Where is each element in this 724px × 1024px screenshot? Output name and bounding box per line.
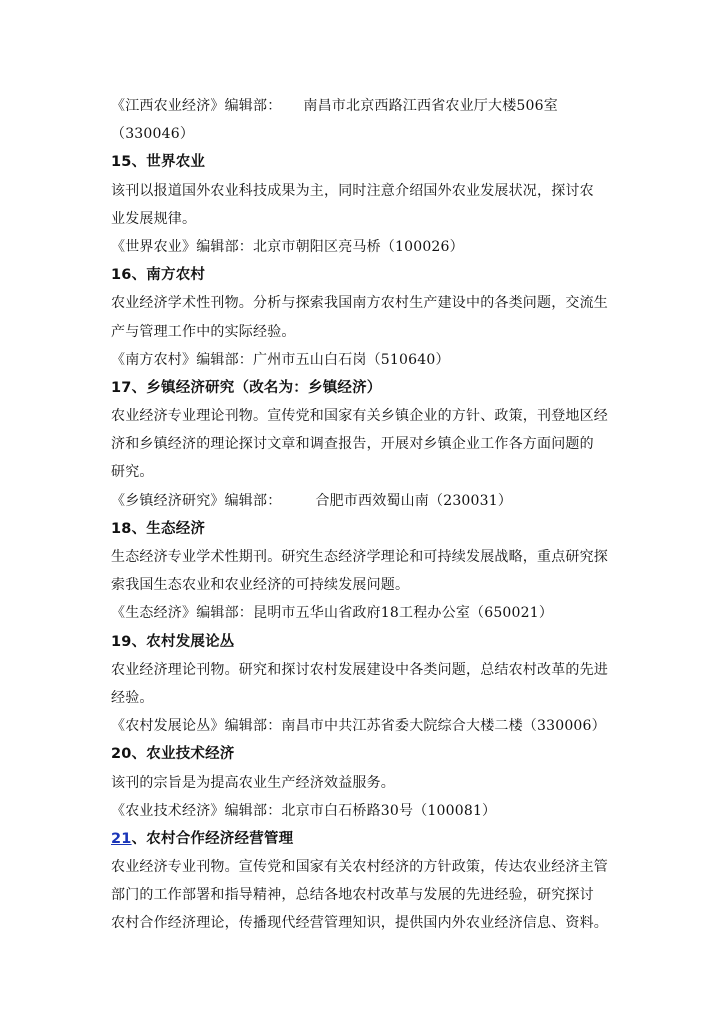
entry-separator: 、 — [131, 633, 147, 650]
entry-address: 《农业技术经济》编辑部：北京市白石桥路30号（100081） — [111, 802, 497, 819]
entry-number: 20 — [111, 746, 132, 763]
entry-address: 《世界农业》编辑部：北京市朝阳区亮马桥（100026） — [111, 238, 464, 255]
entry-separator: 、 — [131, 830, 147, 847]
entry-desc-line: 经验。 — [111, 689, 154, 706]
address-value: 合肥市西效蜀山南（230031） — [315, 492, 513, 509]
entry-desc-line: 研究。 — [111, 464, 154, 481]
entry-title: 乡镇经济研究（改名为：乡镇经济） — [146, 379, 382, 396]
entry-title: 农业技术经济 — [146, 746, 235, 763]
entry-desc-line: 农业经济专业刊物。宣传党和国家有关农村经济的方针政策，传达农业经济主管 — [111, 859, 608, 876]
address-line-14-cont: （330046） — [111, 126, 195, 143]
entry-number: 18 — [111, 520, 132, 537]
entry-title: 农村发展论丛 — [146, 633, 235, 650]
entry-number: 15 — [111, 154, 132, 171]
entry-separator: 、 — [131, 154, 147, 171]
entry-title: 生态经济 — [146, 520, 206, 537]
entry-number: 17 — [111, 379, 132, 396]
entry-desc-line: 产与管理工作中的实际经验。 — [111, 323, 296, 340]
address-prefix: 《江西农业经济》编辑部： — [111, 98, 282, 114]
entry-title: 南方农村 — [146, 267, 206, 284]
document-content — [111, 92, 623, 938]
entry-separator: 、 — [131, 267, 147, 284]
entry-desc-line: 生态经济专业学术性期刊。研究生态经济学理论和可持续发展战略，重点研究探 — [111, 549, 608, 565]
entry-title: 世界农业 — [146, 154, 206, 171]
entry-separator: 、 — [131, 520, 147, 537]
entry-desc-line: 农业经济学术性刊物。分析与探索我国南方农村生产建设中的各类问题，交流生 — [111, 295, 608, 312]
entry-desc-line: 部门的工作部署和指导精神，总结各地农村改革与发展的先进经验，研究探讨 — [111, 887, 594, 904]
entry-heading-15 — [111, 148, 623, 176]
entry-address: 《南方农村》编辑部：广州市五山白石岗（510640） — [111, 351, 450, 368]
entry-heading-17 — [111, 374, 623, 402]
address-line-14 — [111, 92, 623, 120]
entry-address: 《农村发展论丛》编辑部：南昌市中共江苏省委大院综合大楼二楼（330006） — [111, 718, 606, 735]
entry-heading-20 — [111, 740, 623, 768]
entry-heading-18 — [111, 515, 623, 543]
entry-separator: 、 — [131, 746, 147, 763]
entry-title: 农村合作经济经营管理 — [146, 830, 294, 847]
entry-address: 《生态经济》编辑部：昆明市五华山省政府18工程办公室（650021） — [111, 605, 554, 622]
address-value: 南昌市北京西路江西省农业厅大楼506室 — [303, 98, 558, 114]
entry-desc-line: 农村合作经济理论，传播现代经营管理知识，提供国内外农业经济信息、资料。 — [111, 915, 608, 932]
entry-desc-line: 该刊的宗旨是为提高农业生产经济效益服务。 — [111, 774, 395, 791]
entry-heading-19 — [111, 628, 623, 656]
entry-separator: 、 — [131, 379, 147, 396]
entry-heading-16 — [111, 261, 623, 289]
entry-desc-line: 业发展规律。 — [111, 210, 197, 227]
entry-number-link[interactable]: 21 — [111, 830, 132, 847]
entry-desc-line: 农业经济专业理论刊物。宣传党和国家有关乡镇企业的方针、政策，刊登地区经 — [111, 408, 608, 425]
entry-desc-line: 农业经济理论刊物。研究和探讨农村发展建设中各类问题，总结农村改革的先进 — [111, 661, 608, 678]
entry-desc-line: 索我国生态农业和农业经济的可持续发展问题。 — [111, 577, 410, 594]
entry-desc-line: 该刊以报道国外农业科技成果为主，同时注意介绍国外农业发展状况，探讨农 — [111, 182, 594, 199]
entry-desc-line: 济和乡镇经济的理论探讨文章和调查报告，开展对乡镇企业工作各方面问题的 — [111, 436, 594, 453]
entry-heading-21 — [111, 825, 623, 853]
entry-number: 16 — [111, 267, 132, 284]
entry-address — [111, 487, 623, 515]
address-prefix: 《乡镇经济研究》编辑部： — [111, 492, 282, 509]
entry-number: 19 — [111, 633, 132, 650]
